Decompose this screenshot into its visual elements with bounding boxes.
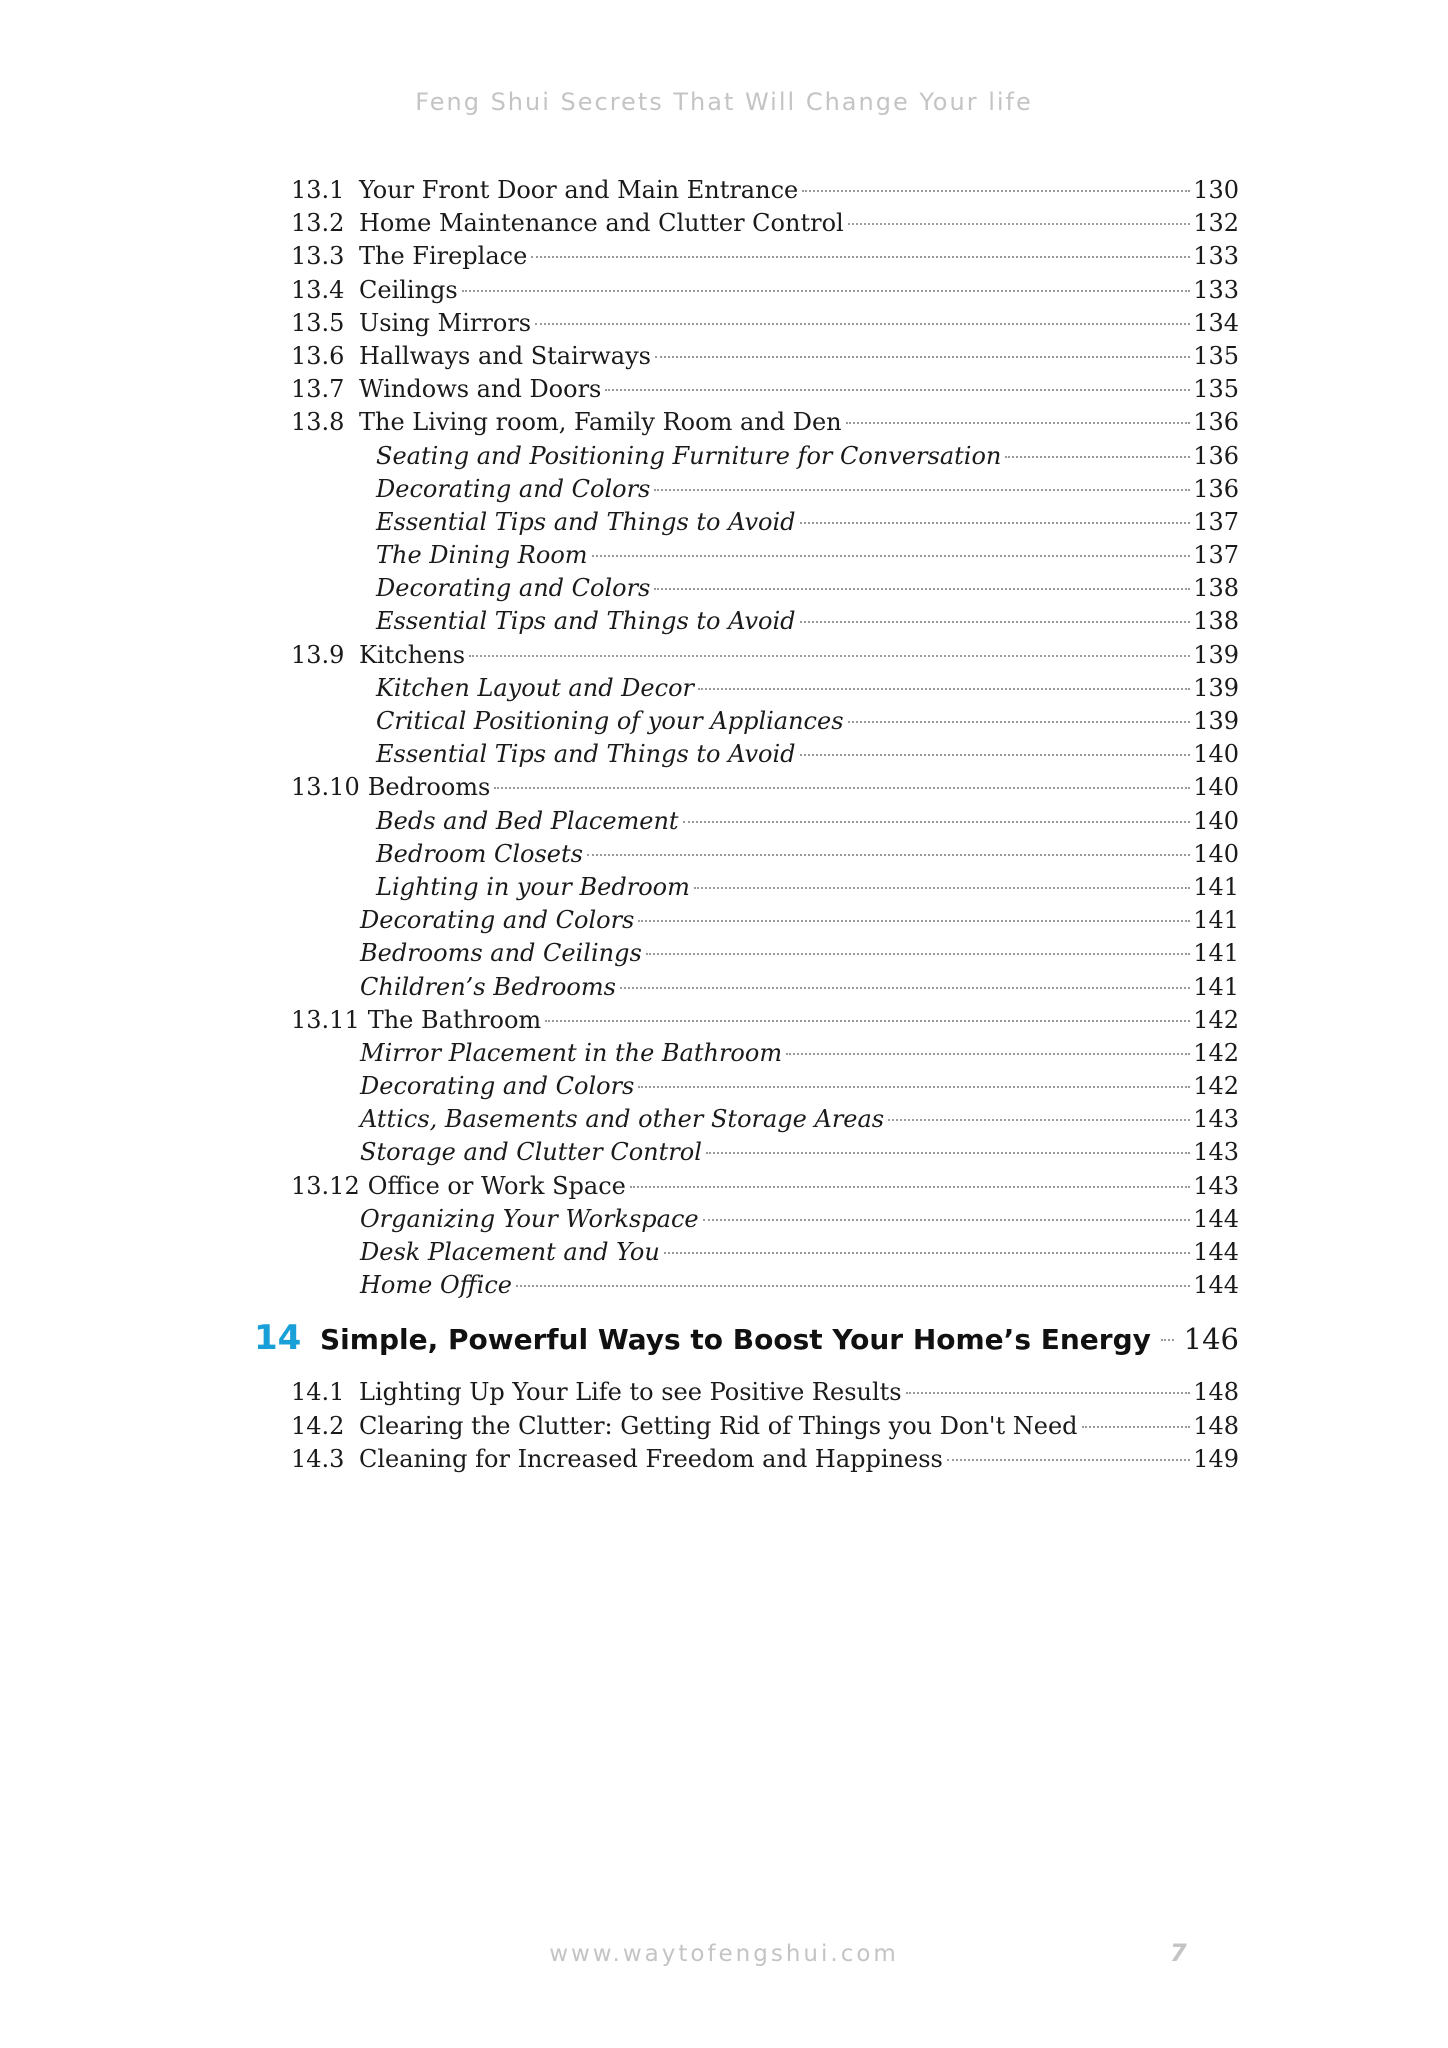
- toc-entry-page-number: 141: [1193, 872, 1239, 901]
- running-header: Feng Shui Secrets That Will Change Your life: [415, 88, 1033, 116]
- toc-entry-page-number: 137: [1193, 541, 1239, 570]
- toc-entry-title: The Fireplace: [359, 242, 528, 271]
- toc-entry-title: Mirror Placement in the Bathroom: [360, 1038, 783, 1067]
- chapter-number: 14: [254, 1318, 302, 1359]
- footer-url: www.waytofengshui.com: [549, 1941, 899, 1967]
- dot-leader: [1082, 1426, 1191, 1428]
- toc-entry-title: Essential Tips and Things to Avoid: [376, 607, 796, 636]
- toc-entry[interactable]: [291, 871, 1239, 904]
- dot-leader: [848, 721, 1191, 723]
- dot-leader: [469, 655, 1190, 657]
- toc-entry[interactable]: [291, 904, 1239, 937]
- toc-entry[interactable]: [291, 971, 1239, 1004]
- dot-leader: [638, 920, 1190, 922]
- toc-entry[interactable]: [291, 1443, 1239, 1476]
- toc-entry-title: Decorating and Colors: [376, 474, 651, 503]
- toc-entry[interactable]: [291, 340, 1239, 373]
- table-of-contents: [254, 174, 1239, 1476]
- dot-leader: [646, 953, 1190, 955]
- toc-entry[interactable]: [291, 307, 1239, 340]
- dot-leader: [620, 987, 1190, 989]
- toc-entry-page-number: 143: [1193, 1138, 1239, 1167]
- toc-entry-number: 14.3: [291, 1444, 345, 1473]
- toc-entry[interactable]: [291, 1410, 1239, 1443]
- dot-leader: [638, 1086, 1190, 1088]
- toc-entry-title: Windows and Doors: [359, 375, 602, 404]
- toc-entry-number: 13.9: [291, 640, 345, 669]
- toc-entry-page-number: 136: [1193, 474, 1239, 503]
- toc-entry-page-number: 130: [1193, 176, 1239, 204]
- toc-entry-title: Kitchen Layout and Decor: [376, 673, 694, 702]
- toc-entry-number: 13.4: [291, 275, 345, 304]
- dot-leader: [516, 1285, 1190, 1287]
- toc-entry-page-number: 138: [1193, 574, 1239, 603]
- toc-entry[interactable]: [291, 1236, 1239, 1269]
- dot-leader: [846, 422, 1191, 424]
- toc-entry[interactable]: [291, 240, 1239, 273]
- toc-entry-page-number: 141: [1193, 906, 1239, 935]
- toc-entry-title: Decorating and Colors: [360, 1072, 635, 1101]
- toc-entry[interactable]: [291, 639, 1239, 672]
- toc-entry[interactable]: [291, 937, 1239, 970]
- dot-leader: [545, 1020, 1190, 1022]
- toc-entry-page-number: 149: [1193, 1444, 1239, 1473]
- dot-leader: [654, 489, 1190, 491]
- toc-entry-title: Kitchens: [359, 640, 466, 669]
- toc-entry[interactable]: [291, 1170, 1239, 1203]
- dot-leader: [694, 887, 1190, 889]
- toc-entry-number: 13.12: [291, 1171, 360, 1200]
- toc-entry[interactable]: [291, 805, 1239, 838]
- toc-entry-page-number: 142: [1193, 1005, 1239, 1034]
- toc-entry-page-number: 140: [1193, 806, 1239, 835]
- toc-entry-page-number: 134: [1193, 308, 1239, 337]
- toc-entry-title: Essential Tips and Things to Avoid: [376, 740, 796, 769]
- toc-entry-title: Essential Tips and Things to Avoid: [376, 507, 796, 536]
- dot-leader: [848, 223, 1191, 225]
- toc-entry-page-number: 144: [1193, 1238, 1239, 1266]
- toc-entry-title: Attics, Basements and other Storage Areas: [360, 1105, 885, 1134]
- dot-leader: [800, 754, 1191, 756]
- dot-leader: [494, 787, 1190, 789]
- toc-entry-page-number: 132: [1193, 209, 1239, 238]
- toc-entry[interactable]: [291, 274, 1239, 307]
- toc-entry-page-number: 133: [1193, 275, 1239, 304]
- dot-leader: [1161, 1339, 1174, 1341]
- toc-entry-number: 13.5: [291, 308, 345, 337]
- toc-section-13: [291, 174, 1239, 1302]
- toc-entry[interactable]: [291, 1269, 1239, 1302]
- toc-entry-page-number: 137: [1193, 507, 1239, 536]
- toc-entry[interactable]: [291, 440, 1239, 473]
- dot-leader: [698, 688, 1190, 690]
- toc-entry-page-number: 135: [1193, 341, 1239, 370]
- toc-entry[interactable]: [291, 207, 1239, 240]
- toc-entry-page-number: 148: [1193, 1378, 1239, 1407]
- toc-entry-title: Using Mirrors: [359, 308, 532, 337]
- toc-entry-number: 13.6: [291, 341, 345, 370]
- dot-leader: [703, 1219, 1191, 1221]
- toc-entry[interactable]: [291, 1203, 1239, 1236]
- toc-entry[interactable]: [291, 838, 1239, 871]
- dot-leader: [587, 854, 1190, 856]
- footer-page-number: 7: [1170, 1939, 1187, 1967]
- dot-leader: [462, 290, 1190, 292]
- toc-entry-title: Bedroom Closets: [376, 839, 583, 868]
- dot-leader: [706, 1152, 1190, 1154]
- toc-entry-title: Cleaning for Increased Freedom and Happiness: [359, 1444, 943, 1473]
- toc-entry-title: Organizing Your Workspace: [360, 1204, 699, 1233]
- toc-entry-page-number: 138: [1193, 607, 1239, 636]
- toc-entry-page-number: 148: [1193, 1411, 1239, 1440]
- toc-entry-title: Clearing the Clutter: Getting Rid of Things you Don't Need: [359, 1411, 1078, 1440]
- toc-entry-title: Office or Work Space: [367, 1171, 626, 1200]
- dot-leader: [1005, 456, 1190, 458]
- dot-leader: [654, 588, 1190, 590]
- toc-entry[interactable]: [291, 373, 1239, 406]
- toc-entry-number: 13.11: [291, 1005, 360, 1034]
- toc-entry-title: Decorating and Colors: [376, 574, 651, 603]
- toc-entry-number: 13.8: [291, 408, 345, 437]
- toc-entry-title: Your Front Door and Main Entrance: [359, 176, 799, 204]
- toc-entry[interactable]: [291, 705, 1239, 738]
- toc-entry[interactable]: [291, 174, 1239, 207]
- toc-entry[interactable]: [291, 605, 1239, 638]
- dot-leader: [531, 256, 1190, 258]
- toc-entry-page-number: 143: [1193, 1105, 1239, 1134]
- toc-entry-title: The Living room, Family Room and Den: [359, 408, 842, 437]
- toc-entry-number: 13.2: [291, 209, 345, 238]
- toc-entry-page-number: 142: [1193, 1038, 1239, 1067]
- toc-entry-page-number: 140: [1193, 773, 1239, 802]
- toc-section-14: [291, 1376, 1239, 1476]
- toc-entry-title: Lighting Up Your Life to see Positive Results: [359, 1378, 902, 1407]
- toc-entry[interactable]: [291, 738, 1239, 771]
- dot-leader: [683, 821, 1191, 823]
- toc-entry-title: Beds and Bed Placement: [376, 806, 679, 835]
- toc-entry-page-number: 136: [1193, 408, 1239, 437]
- dot-leader: [592, 555, 1191, 557]
- toc-entry-page-number: 135: [1193, 375, 1239, 404]
- toc-entry-number: 14.1: [291, 1378, 345, 1407]
- toc-entry[interactable]: [291, 771, 1239, 804]
- toc-entry-title: Lighting in your Bedroom: [376, 872, 690, 901]
- dot-leader: [888, 1119, 1190, 1121]
- toc-entry-title: Home Office: [360, 1271, 512, 1300]
- toc-entry[interactable]: [291, 1004, 1239, 1037]
- dot-leader: [605, 389, 1190, 391]
- dot-leader: [786, 1053, 1190, 1055]
- toc-entry-title: Bedrooms and Ceilings: [360, 939, 642, 968]
- toc-entry[interactable]: [291, 539, 1239, 572]
- dot-leader: [947, 1459, 1190, 1461]
- toc-entry[interactable]: [291, 506, 1239, 539]
- toc-entry-title: Home Maintenance and Clutter Control: [359, 209, 844, 238]
- toc-entry[interactable]: [291, 473, 1239, 506]
- toc-entry-title: Ceilings: [359, 275, 458, 304]
- toc-entry[interactable]: [291, 572, 1239, 605]
- toc-entry-number: 13.10: [291, 773, 360, 802]
- toc-entry-title: Bedrooms: [367, 773, 491, 802]
- toc-entry-title: The Bathroom: [367, 1005, 542, 1034]
- toc-entry-page-number: 133: [1193, 242, 1239, 271]
- toc-entry-title: Desk Placement and You: [360, 1238, 660, 1266]
- dot-leader: [802, 190, 1190, 192]
- toc-entry-title: Storage and Clutter Control: [360, 1138, 702, 1167]
- toc-entry[interactable]: [291, 1037, 1239, 1070]
- dot-leader: [800, 522, 1191, 524]
- toc-entry-page-number: 139: [1193, 707, 1239, 735]
- chapter-page-number: 146: [1183, 1322, 1239, 1357]
- dot-leader: [655, 356, 1190, 358]
- toc-entry-title: Seating and Positioning Furniture for Conversation: [376, 441, 1002, 470]
- chapter-title: Simple, Powerful Ways to Boost Your Home’s Energy: [320, 1323, 1151, 1357]
- toc-entry-page-number: 140: [1193, 740, 1239, 769]
- toc-entry-page-number: 142: [1193, 1072, 1239, 1101]
- toc-entry-page-number: 139: [1193, 673, 1239, 702]
- toc-entry-title: Hallways and Stairways: [359, 341, 651, 370]
- toc-entry-page-number: 140: [1193, 839, 1239, 868]
- toc-entry-title: Children’s Bedrooms: [360, 972, 616, 1001]
- toc-entry-title: The Dining Room: [376, 541, 588, 570]
- toc-entry-page-number: 144: [1193, 1271, 1239, 1300]
- toc-entry-number: 13.3: [291, 242, 345, 271]
- toc-entry[interactable]: [291, 1103, 1239, 1136]
- toc-entry[interactable]: [291, 406, 1239, 439]
- toc-entry[interactable]: [291, 1136, 1239, 1169]
- toc-entry-page-number: 141: [1193, 972, 1239, 1001]
- dot-leader: [630, 1186, 1190, 1188]
- dot-leader: [800, 621, 1191, 623]
- toc-entry-page-number: 144: [1193, 1204, 1239, 1233]
- dot-leader: [664, 1252, 1190, 1254]
- toc-entry[interactable]: [291, 1070, 1239, 1103]
- toc-chapter-heading[interactable]: [254, 1318, 1239, 1376]
- toc-entry-title: Decorating and Colors: [360, 906, 635, 935]
- toc-entry-number: 13.1: [291, 176, 345, 204]
- dot-leader: [535, 323, 1190, 325]
- toc-entry-number: 14.2: [291, 1411, 345, 1440]
- toc-entry-number: 13.7: [291, 375, 345, 404]
- toc-entry[interactable]: [291, 1376, 1239, 1409]
- toc-entry-page-number: 136: [1193, 441, 1239, 470]
- toc-entry-page-number: 139: [1193, 640, 1239, 669]
- toc-entry-page-number: 143: [1193, 1171, 1239, 1200]
- toc-entry-page-number: 141: [1193, 939, 1239, 968]
- toc-entry[interactable]: [291, 672, 1239, 705]
- toc-entry-title: Critical Positioning of your Appliances: [376, 707, 844, 735]
- dot-leader: [906, 1392, 1191, 1394]
